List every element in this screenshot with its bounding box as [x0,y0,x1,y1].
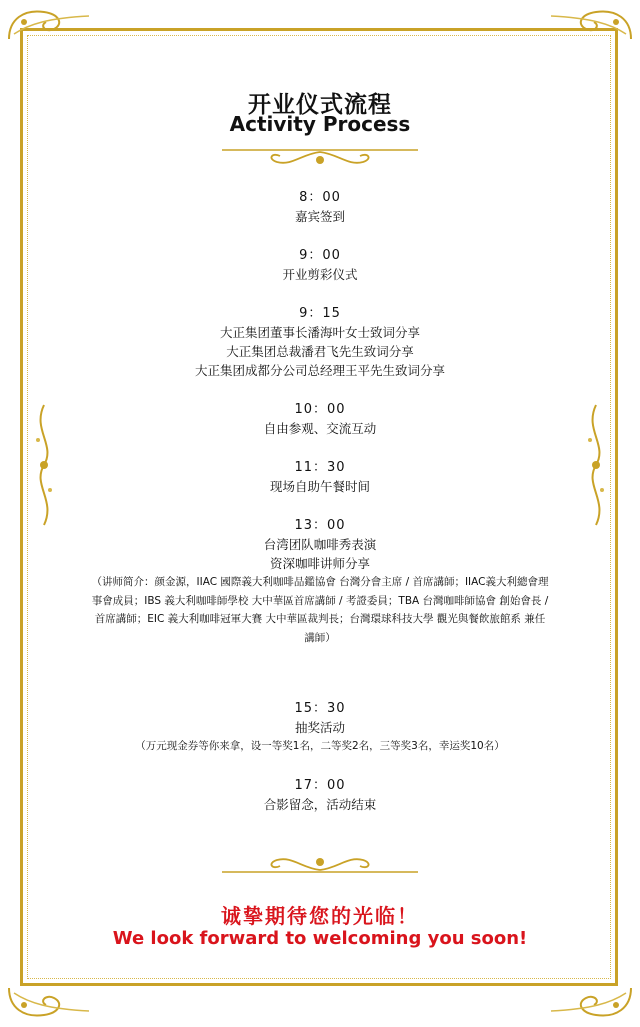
schedule-text: 台湾团队咖啡秀表演 [263,537,377,552]
corner-ornament-icon [546,4,636,44]
corner-ornament-icon [4,4,94,44]
closing-message-en: We look forward to welcoming you soon! [112,928,528,949]
side-ornament-icon [582,400,610,530]
schedule-item [110,458,530,496]
schedule-time: 15：30 [294,701,346,716]
corner-ornament-icon [4,983,94,1023]
schedule-list [91,188,549,834]
schedule-item [110,699,530,756]
schedule-time: 9：00 [299,248,341,263]
schedule-text: 大正集团成都分公司总经理王平先生致词分享 [194,363,445,378]
speaker-bio-note: （讲师简介：颜金源，IIAC 國際義大利咖啡品鑑協會 台灣分會主席 / 首席講師；IIAC義大利總會理事會成員；IBS 義大利咖啡師學校 大中華區首席講師 / 考證委員；TBA 台灣咖啡師協會 創始會長 / 首席講師；EIC 義大利咖啡冠軍大賽 大中華區裁判長；台灣環球科技大學 觀光與餐飲旅館系 兼任講師） [91,576,549,644]
closing-message-zh: 诚挚期待您的光临！ [221,904,419,928]
schedule-item [110,246,530,284]
divider-ornament-icon [222,848,418,878]
schedule-time: 13：00 [294,518,346,533]
schedule-item [110,776,530,814]
schedule-item [91,516,549,647]
schedule-time: 9：15 [299,306,341,321]
schedule-text: 资深咖啡讲师分享 [269,556,370,571]
side-ornament-icon [30,400,58,530]
corner-ornament-icon [546,983,636,1023]
divider-ornament-icon [222,144,418,174]
schedule-time: 11：30 [294,460,346,475]
schedule-text: 大正集团董事长潘海叶女士致词分享 [219,325,420,340]
schedule-text: 大正集团总裁潘君飞先生致词分享 [226,344,414,359]
schedule-text: 嘉宾签到 [294,209,345,224]
schedule-text: 开业剪彩仪式 [282,267,358,282]
page-subtitle: Activity Process [229,112,411,136]
schedule-text: 现场自助午餐时间 [269,479,370,494]
schedule-time: 10：00 [294,402,346,417]
schedule-time: 8：00 [299,190,341,205]
prize-note: （万元现金券等你来拿，设一等奖1名，二等奖2名，三等奖3名，幸运奖10名） [135,740,505,752]
page-title: 开业仪式流程 [248,92,392,118]
schedule-item [110,188,530,226]
schedule-text: 合影留念，活动结束 [263,796,377,812]
schedule-item [110,400,530,438]
schedule-text: 自由参观、交流互动 [263,421,377,436]
schedule-item [110,304,530,380]
schedule-time: 17：00 [294,777,346,793]
schedule-text: 抽奖活动 [294,720,345,735]
